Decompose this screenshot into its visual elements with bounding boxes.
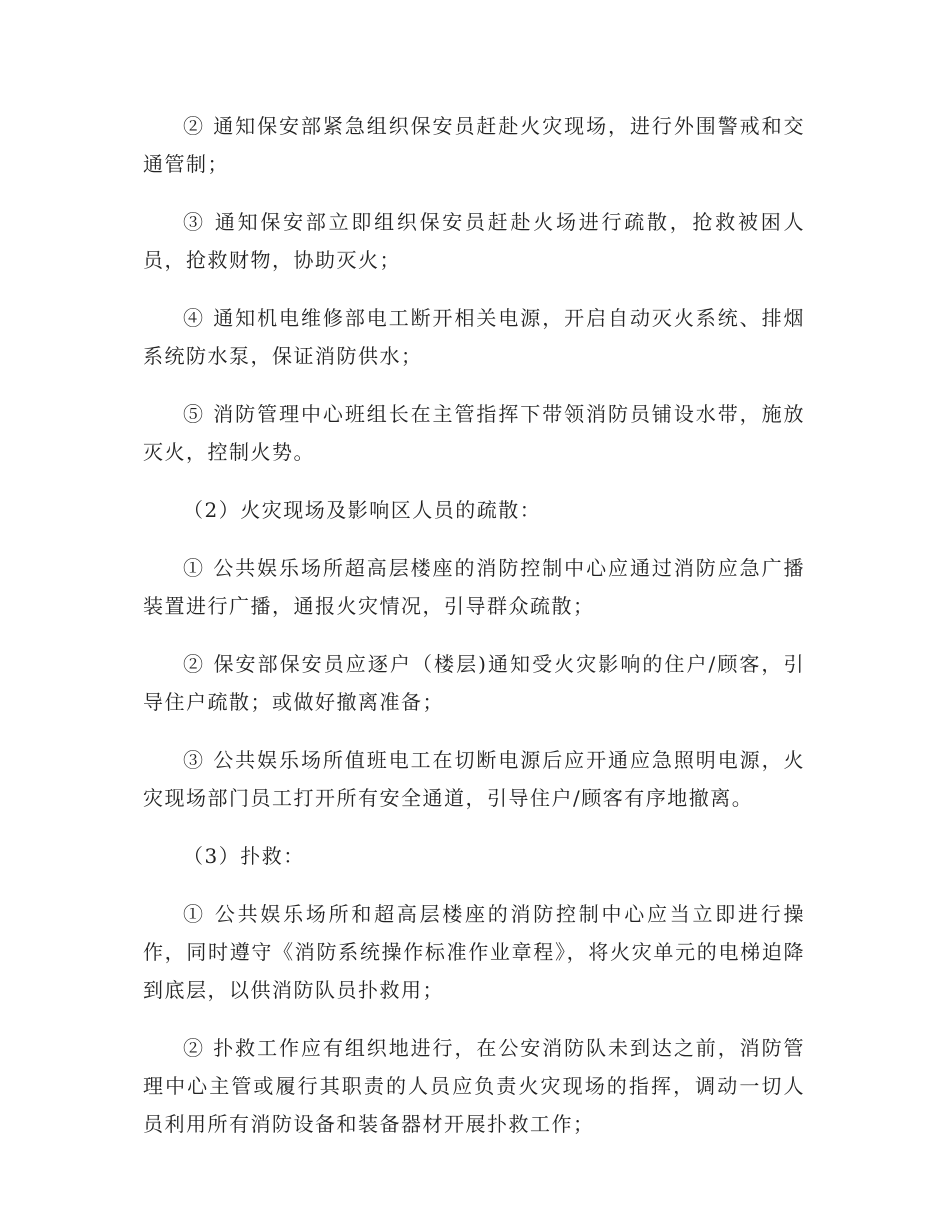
paragraph-elevator-descent: ① 公共娱乐场所和超高层楼座的消防控制中心应当立即进行操作，同时遵守《消防系统操作标准作业章程》，将火灾单元的电梯迫降到底层，以供消防队员扑救用； bbox=[143, 902, 805, 1002]
paragraph-emergency-lighting: ③ 公共娱乐场所值班电工在切断电源后应开通应急照明电源，火灾现场部门员工打开所有安全通道，引导住户/顾客有序地撤离。 bbox=[143, 748, 805, 810]
paragraph-notify-security-perimeter: ② 通知保安部紧急组织保安员赶赴火灾现场，进行外围警戒和交通管制； bbox=[143, 114, 805, 176]
paragraph-fire-control-team: ⑤ 消防管理中心班组长在主管指挥下带领消防员铺设水带，施放灭火，控制火势。 bbox=[143, 402, 805, 464]
paragraph-door-to-door: ② 保安部保安员应逐户（楼层)通知受火灾影响的住户/顾客，引导住户疏散；或做好撤离准备； bbox=[143, 652, 805, 714]
document-body bbox=[143, 107, 805, 1163]
section-heading-firefighting: （3）扑救： bbox=[183, 844, 305, 868]
section-heading-evacuation: （2）火灾现场及影响区人员的疏散： bbox=[183, 498, 542, 522]
paragraph-notify-electrician: ④ 通知机电维修部电工断开相关电源，开启自动灭火系统、排烟系统防水泵，保证消防供水； bbox=[143, 306, 805, 368]
paragraph-broadcast: ① 公共娱乐场所超高层楼座的消防控制中心应通过消防应急广播装置进行广播，通报火灾情况，引导群众疏散； bbox=[143, 556, 805, 618]
paragraph-organized-firefighting: ② 扑救工作应有组织地进行，在公安消防队未到达之前，消防管理中心主管或履行其职责的人员应负责火灾现场的指挥，调动一切人员利用所有消防设备和装备器材开展扑救工作； bbox=[143, 1036, 805, 1136]
paragraph-notify-security-evacuation: ③ 通知保安部立即组织保安员赶赴火场进行疏散，抢救被困人员，抢救财物，协助灭火； bbox=[143, 210, 805, 272]
